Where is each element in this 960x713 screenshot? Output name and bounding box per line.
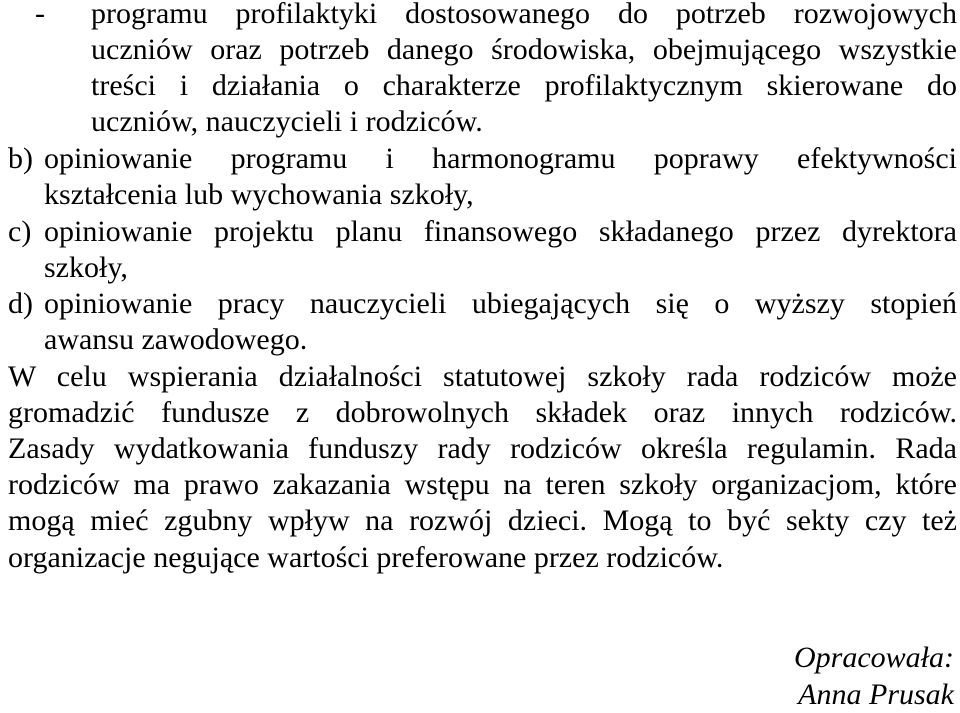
bullet-line-2: uczniów oraz potrzeb danego środowiska, obejmującego wszystkie [91,33,957,66]
list-marker-c: c) [8,215,32,248]
list-item-b-line-2: kształcenia lub wychowania szkoły, [44,178,474,211]
bullet-dash: - [35,0,45,30]
paragraph-line-6: organizacje negujące wartości preferowane przez rodziców. [8,541,724,574]
paragraph-line-1: W celu wspierania działalności statutowej szkoły rada rodziców może [8,360,957,393]
list-item-c-line-2: szkoły, [44,251,128,284]
signature-label: Opracowała: [794,641,954,674]
signature-name: Anna Prusak [798,678,954,711]
list-item-d-line-2: awansu zawodowego. [44,323,308,356]
list-item-d-line-1: opiniowanie pracy nauczycieli ubiegających się o wyższy stopień [44,287,957,320]
list-item-c-line-1: opiniowanie projektu planu finansowego składanego przez dyrektora [44,215,957,248]
paragraph-line-2: gromadzić fundusze z dobrowolnych składek oraz innych rodziców. [8,396,957,429]
bullet-line-4: uczniów, nauczycieli i rodziców. [91,105,483,138]
list-item-b-line-1: opiniowanie programu i harmonogramu poprawy efektywności [44,142,957,175]
paragraph-line-3: Zasady wydatkowania funduszy rady rodziców określa regulamin. Rada [8,432,957,465]
paragraph-line-5: mogą mieć zgubny wpływ na rozwój dzieci. Mogą to być sekty czy też [8,504,957,537]
bullet-line-3: treści i działania o charakterze profilaktycznym skierowane do [91,69,957,102]
list-marker-b: b) [8,142,33,175]
list-marker-d: d) [8,287,33,320]
paragraph-line-4: rodziców ma prawo zakazania wstępu na teren szkoły organizacjom, które [8,468,957,501]
bullet-line-1: programu profilaktyki dostosowanego do potrzeb rozwojowych [91,0,957,30]
